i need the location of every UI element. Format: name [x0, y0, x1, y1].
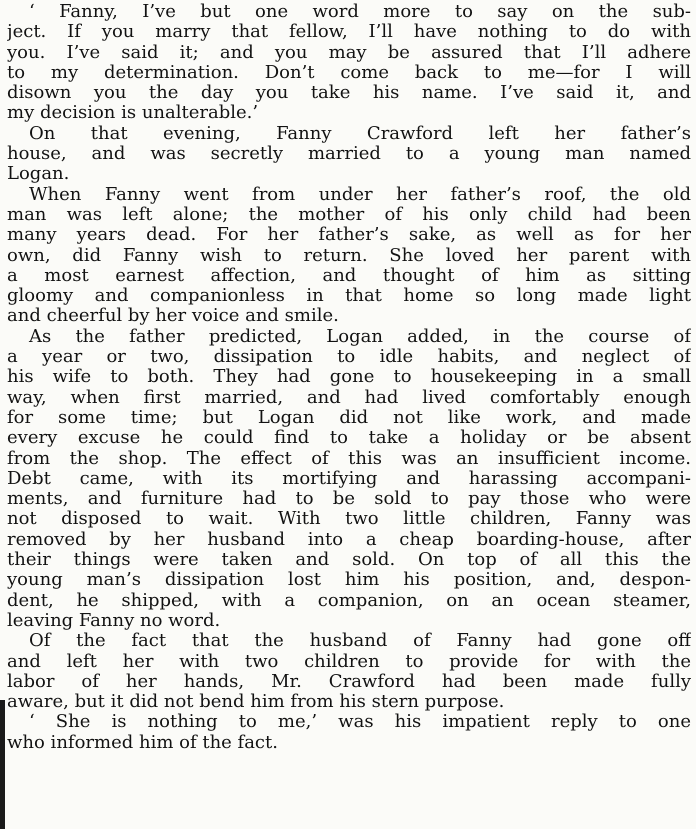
text-line: removed by her husband into a cheap boarding-house, after	[7, 529, 691, 550]
paragraph-4	[7, 327, 691, 631]
article-body	[7, 2, 691, 753]
text-line: house, and was secretly married to a young man named	[7, 144, 691, 165]
paragraph-2	[7, 124, 691, 185]
text-line: own, did Fanny wish to return. She loved her parent with	[7, 245, 691, 266]
text-line: for some time; but Logan did not like work, and made	[7, 407, 691, 428]
text-line: every excuse he could find to take a holiday or be absent	[7, 428, 691, 449]
column-rule	[0, 700, 5, 829]
text-line: you. I’ve said it; and you may be assured that I’ll adhere	[7, 42, 691, 63]
text-line: and cheerful by her voice and smile.	[7, 306, 339, 327]
paragraph-3	[7, 185, 691, 327]
text-line: young man’s dissipation lost him his position, and, despon-	[7, 570, 691, 591]
paragraph-6	[7, 712, 691, 753]
text-line: Of the fact that the husband of Fanny had gone off	[29, 631, 691, 652]
text-line: to my determination. Don’t come back to me—for I will	[7, 62, 691, 83]
text-line: Debt came, with its mortifying and harassing accompani-	[7, 468, 691, 489]
text-line: my decision is unalterable.’	[7, 103, 259, 124]
text-line: from the shop. The effect of this was an insufficient income.	[7, 448, 691, 469]
text-line: his wife to both. They had gone to housekeeping in a small	[7, 367, 691, 388]
text-line: Logan.	[7, 164, 70, 185]
text-line: ‘ Fanny, I’ve but one word more to say on the sub-	[29, 2, 691, 22]
text-line: and left her with two children to provide for with the	[7, 651, 691, 672]
paragraph-5	[7, 631, 691, 712]
text-line: aware, but it did not bend him from his stern purpose.	[7, 692, 505, 713]
text-line: labor of her hands, Mr. Crawford had been made fully	[7, 671, 691, 692]
text-line: ject. If you marry that fellow, I’ll have nothing to do with	[7, 22, 691, 43]
text-line: a most earnest affection, and thought of him as sitting	[7, 265, 691, 286]
text-line: disown you the day you take his name. I’ve said it, and	[7, 83, 691, 104]
text-line: dent, he shipped, with a companion, on an ocean steamer,	[7, 590, 691, 611]
text-line: As the father predicted, Logan added, in the course of	[29, 326, 691, 347]
text-line: many years dead. For her father’s sake, as well as for her	[7, 225, 691, 246]
text-line: who informed him of the fact.	[7, 732, 278, 753]
text-line: On that evening, Fanny Crawford left her father’s	[29, 123, 691, 144]
text-line: way, when first married, and had lived comfortably enough	[7, 387, 691, 408]
text-line: not disposed to wait. With two little children, Fanny was	[7, 509, 691, 530]
text-line: their things were taken and sold. On top of all this the	[7, 550, 691, 571]
text-line: When Fanny went from under her father’s roof, the old	[29, 184, 691, 205]
text-line: man was left alone; the mother of his only child had been	[7, 204, 691, 225]
text-line: gloomy and companionless in that home so long made light	[7, 286, 691, 307]
paragraph-1	[7, 2, 691, 124]
text-line: leaving Fanny no word.	[7, 610, 221, 631]
text-line: ‘ She is nothing to me,’ was his impatient reply to one	[29, 712, 691, 733]
text-line: a year or two, dissipation to idle habits, and neglect of	[7, 347, 691, 368]
text-line: ments, and furniture had to be sold to pay those who were	[7, 489, 691, 510]
